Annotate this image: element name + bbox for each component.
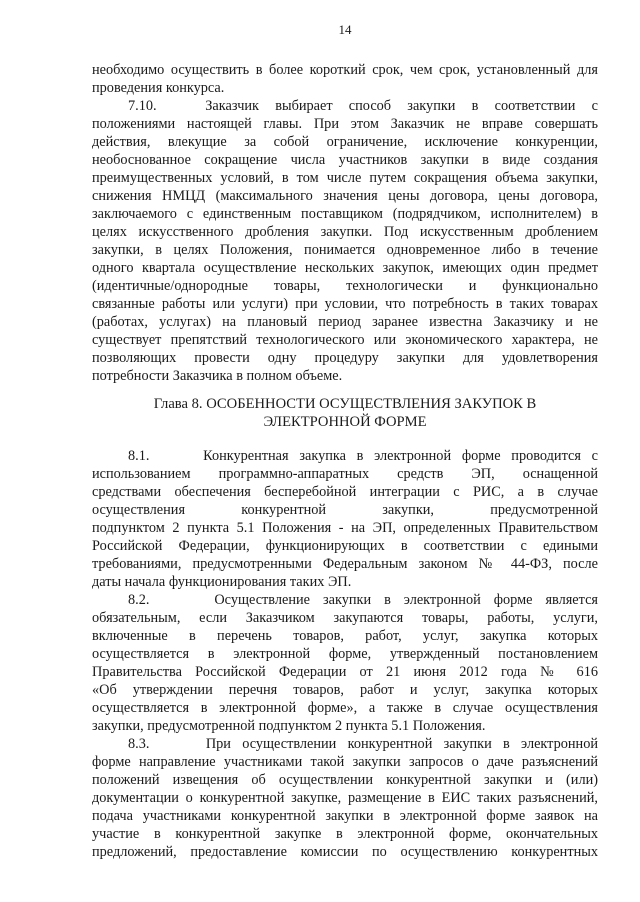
text-line: осуществляется в электронной форме, утвержденный постановлением [92, 646, 598, 662]
text-line: необходимо осуществить в более короткий срок, чем срок, установленный для [92, 62, 598, 78]
text-line: подпунктом 2 пункта 5.1 Положения - на ЭП, определенных Правительством [92, 520, 598, 536]
text-line: Российской Федерации, функционирующих в соответствии с едиными [92, 538, 598, 554]
text-line: «Об утверждении перечня товаров, работ и услуг, закупка которых [92, 682, 598, 698]
text-line: преимущественных условий, в том числе путем сокращения объема закупки, [92, 170, 598, 186]
paragraph-8-3-first-line: 8.3. При осуществлении конкурентной закупки в электронной [128, 736, 598, 752]
text-line: закупки, предусмотренной подпунктом 2 пункта 5.1 Положения. [92, 718, 486, 734]
text-line: Правительства Российской Федерации от 21 июня 2012 года № 616 [92, 664, 598, 680]
text-line: существует препятствий технологического или экономического характера, не [92, 332, 598, 348]
text-line: документации о конкурентной закупке, размещение в ЕИС таких разъяснений, [92, 790, 598, 806]
text-line: осуществляется в электронной форме», а также в случае осуществления [92, 700, 598, 716]
text-line: одного квартала осуществление нескольких закупок, имеющих один предмет [92, 260, 598, 276]
text-line: форме направление участниками такой закупки запросов о даче разъяснений [92, 754, 598, 770]
chapter-heading-line-2: ЭЛЕКТРОННОЙ ФОРМЕ [263, 414, 427, 430]
text-line: потребности Заказчика в полном объеме. [92, 368, 343, 384]
text-line: даты начала функционирования таких ЭП. [92, 574, 352, 590]
text-line: (работах, услугах) на плановый период заранее известна Заказчику и не [92, 314, 598, 330]
text-line: предложений, предоставление комиссии по осуществлению конкурентных [92, 844, 598, 860]
text-line: положений извещения об осуществлении конкурентной закупки и (или) [92, 772, 598, 788]
text-line: участие в конкурентной закупке в электронной форме, окончательных [92, 826, 598, 842]
chapter-heading-line-1: Глава 8. ОСОБЕННОСТИ ОСУЩЕСТВЛЕНИЯ ЗАКУПОК В [153, 396, 537, 412]
text-line: обязательным, если Заказчиком закупаются товары, работы, услуги, [92, 610, 598, 626]
text-line: положениями настоящей главы. При этом Заказчик не вправе совершать [92, 116, 598, 132]
text-line: осуществления конкурентной закупки, предусмотренной [92, 502, 598, 518]
text-line: подача участниками конкурентной закупки в электронной форме заявок на [92, 808, 598, 824]
text-line: требованиями, предусмотренными Федеральным законом № 44-ФЗ, после [92, 556, 598, 572]
text-line: заключаемого с единственным поставщиком (подрядчиком, исполнителем) в [92, 206, 598, 222]
paragraph-8-1-first-line: 8.1. Конкурентная закупка в электронной форме проводится с [128, 448, 598, 464]
text-line: целях искусственного дробления закупки. Под искусственным дроблением [92, 224, 598, 240]
paragraph-7-10-first-line: 7.10. Заказчик выбирает способ закупки в соответствии с [128, 98, 598, 114]
text-line: действия, влекущие за собой ограничение, исключение конкуренции, [92, 134, 598, 150]
text-line: связанные работы или услуги) при условии, что потребность в таких товарах [92, 296, 598, 312]
text-line: (идентичные/однородные товары, технологически и функционально [92, 278, 598, 294]
text-line: позволяющих провести одну процедуру закупки для удовлетворения [92, 350, 598, 366]
text-line: использованием программно-аппаратных средств ЭП, оснащенной [92, 466, 598, 482]
text-line: закупки, в целях Положения, понимается одновременное либо в течение [92, 242, 598, 258]
text-line: включенные в перечень товаров, работ, услуг, закупка которых [92, 628, 598, 644]
text-line: снижения НМЦД (максимального значения цены договора, цены договора, [92, 188, 598, 204]
text-line: средствами обеспечения бесперебойной интеграции с РИС, а в случае [92, 484, 598, 500]
page-number: 14 [338, 22, 352, 37]
text-line: необоснованное сокращение числа участников закупки в виде создания [92, 152, 598, 168]
paragraph-8-2-first-line: 8.2. Осуществление закупки в электронной форме является [128, 592, 598, 608]
text-line: проведения конкурса. [92, 80, 225, 96]
